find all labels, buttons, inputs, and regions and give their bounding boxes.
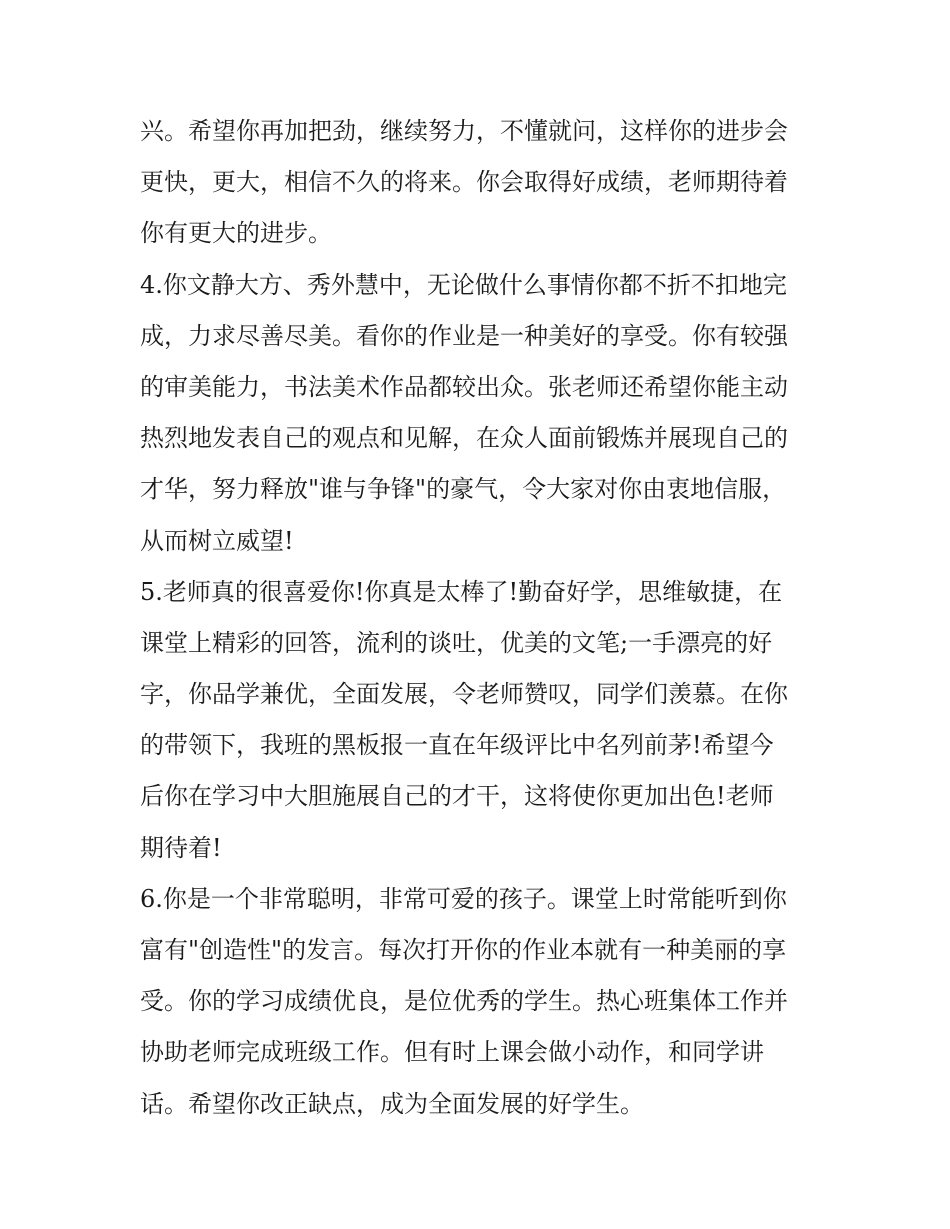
text-line: 4.你文静大方、秀外慧中，无论做什么事情你都不折不扣地完 [140, 270, 787, 299]
text-line: 后你在学习中大胆施展自己的才干，这将使你更加出色!老师 [140, 782, 774, 811]
text-line: 期待着! [140, 833, 222, 862]
text-line: 5.老师真的很喜爱你!你真是太棒了!勤奋好学，思维敏捷，在 [140, 577, 783, 606]
text-line: 从而树立威望! [140, 526, 294, 555]
text-line: 成，力求尽善尽美。看你的作业是一种美好的享受。你有较强 [140, 321, 788, 350]
text-line: 协助老师完成班级工作。但有时上课会做小动作，和同学讲 [140, 1038, 764, 1067]
text-line: 的带领下，我班的黑板报一直在年级评比中名列前茅!希望今 [140, 731, 774, 760]
text-line: 字，你品学兼优，全面发展，令老师赞叹，同学们羡慕。在你 [140, 680, 788, 709]
text-line: 6.你是一个非常聪明，非常可爱的孩子。课堂上时常能听到你 [140, 884, 787, 913]
text-line: 热烈地发表自己的观点和见解，在众人面前锻炼并展现自己的 [140, 424, 788, 453]
text-line: 才华，努力释放"谁与争锋"的豪气，令大家对你由衷地信服， [140, 475, 787, 504]
text-line: 受。你的学习成绩优良，是位优秀的学生。热心班集体工作并 [140, 987, 788, 1016]
text-line: 话。希望你改正缺点，成为全面发展的好学生。 [140, 1089, 644, 1118]
text-line: 你有更大的进步。 [140, 219, 332, 248]
text-line: 的审美能力，书法美术作品都较出众。张老师还希望你能主动 [140, 372, 788, 401]
text-line: 更快，更大，相信不久的将来。你会取得好成绩，老师期待着 [140, 168, 788, 197]
text-line: 课堂上精彩的回答，流利的谈吐，优美的文笔;一手漂亮的好 [140, 628, 773, 657]
document-body [140, 106, 830, 1130]
text-line: 富有"创造性"的发言。每次打开你的作业本就有一种美丽的享 [140, 936, 787, 964]
text-line: 兴。希望你再加把劲，继续努力，不懂就问，这样你的进步会 [140, 117, 788, 145]
